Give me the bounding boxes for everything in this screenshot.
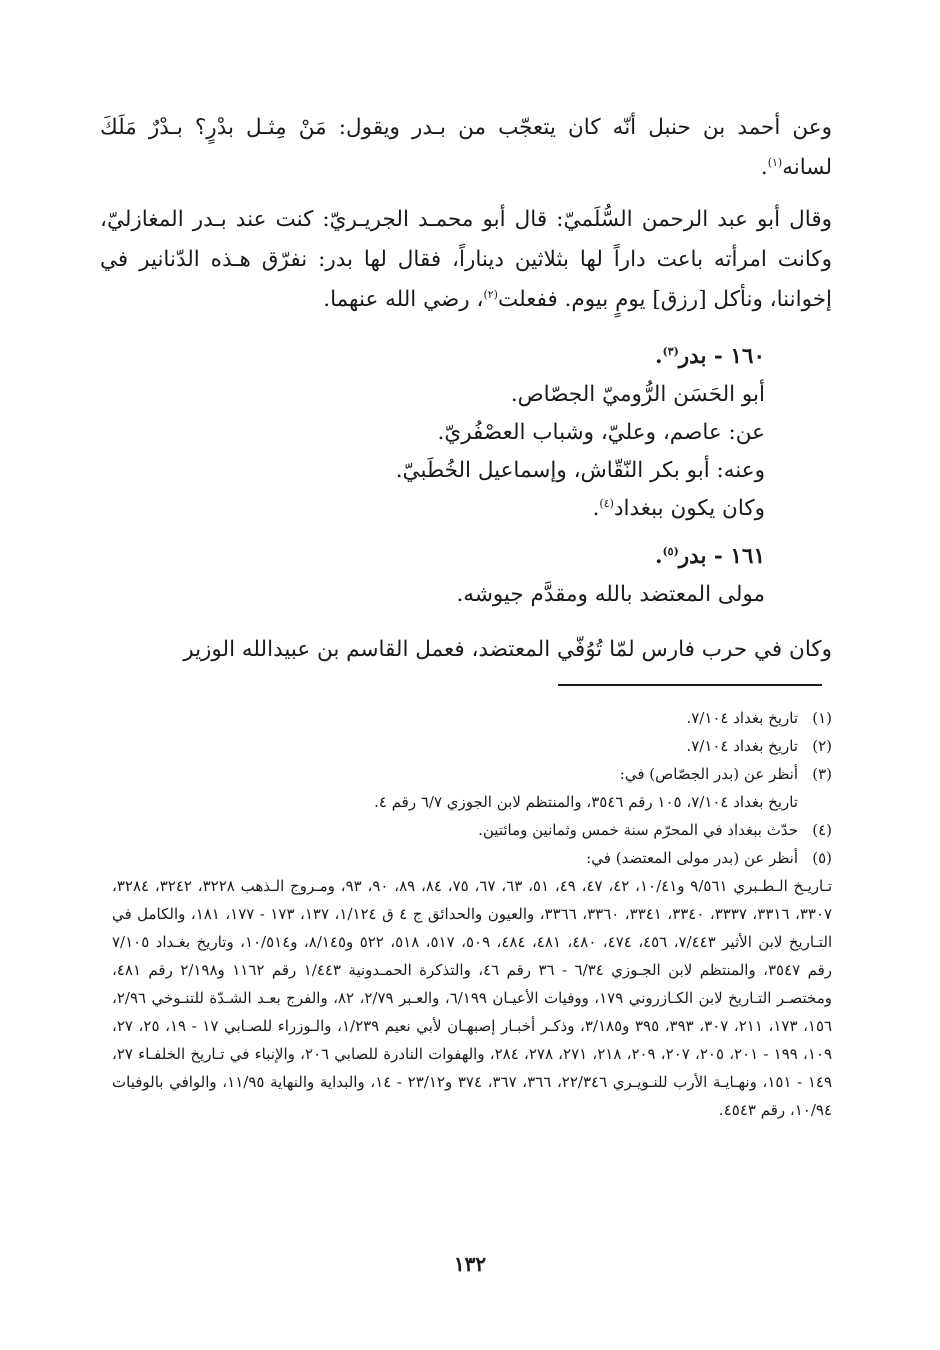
footnote-number: (٥) (812, 849, 832, 867)
page-number: ١٣٢ (453, 1252, 487, 1276)
footnote-5 (112, 844, 832, 872)
footnote-number: (٤) (812, 821, 832, 839)
footnote-number: (٣) (812, 765, 832, 783)
footnote-number: (١) (812, 709, 832, 727)
footnote-3 (112, 760, 832, 788)
entry-160 (120, 338, 765, 528)
footnote-ref-2: (٢) (483, 287, 498, 301)
paragraph-text: وعن أحمد بن حنبل أنّه كان يتعجّب من بـدر ويقول: مَنْ مِثـل بدْرٍ؟ بـدْرٌ مَلَكَ لسانه (100, 115, 832, 180)
footnote-3-continuation: تاريخ بغداد ٧/١٠٤، ١٠٥ رقم ٣٥٤٦، والمنتظم لابن الجوزي ٦/٧ رقم ٤. (374, 793, 798, 811)
footnote-ref-3: (٣) (662, 344, 679, 358)
paragraph-text: وقال أبو عبد الرحمن السُّلَميّ: قال أبو محمـد الجريـريّ: كنت عند بـدر المغازليّ، وكانت امرأته باعت داراً لها بثلاثين ديناراً، فقال لها بدر: نفرّق هـذه الدّنانير في إخواننا، ونأكل [رزق] يومٍ بيوم. ففعلت (100, 207, 832, 312)
footnote-text: أنظر عن (بدر الجصّاص) في: (619, 765, 798, 783)
entry-line: وعنه: أبو بكر النّقّاش، وإسماعيل الخُطَبيّ. (395, 458, 765, 483)
footnote-2 (112, 732, 832, 760)
footnote-1 (112, 704, 832, 732)
paragraph-abu-abd-al-rahman (100, 200, 832, 320)
footnote-number: (٢) (812, 737, 832, 755)
paragraph-continuation: وكان في حرب فارس لمّا تُوُفّي المعتضد، فعمل القاسم بن عبيدالله الوزير (183, 637, 832, 662)
entry-line: أبو الحَسَن الرُّوميّ الجصّاص. (510, 382, 765, 407)
footnotes (112, 704, 832, 1124)
footnote-text: تاريخ بغداد ٧/١٠٤. (686, 709, 798, 727)
footnote-text: أنظر عن (بدر مولى المعتضد) في: (586, 849, 798, 867)
entry-heading: ١٦١ - بدر$^{(٥)}$. (654, 544, 765, 569)
footnote-ref-1: (١) (767, 155, 783, 169)
footnote-ref-4: (٤) (599, 496, 614, 510)
footnote-5-continuation: تـاريـخ الـطـبري ٩/٥٦١ و١٠/٤١، ٤٢، ٤٧، ٤٩، ٥١، ٦٣، ٦٧، ٧٥، ٨٤، ٨٩، ٩٠، ٩٣، ومـروج الـذهب ٣٢٢٨، ٣٢٤٢، ٣٢٨٤، ٣٣٠٧، ٣٣١٦، ٣٣٣٧، ٣٣٤٠، ٣٣٤١، ٣٣٦٠، ٣٣٦٦، والعيون والحدائق ج ٤ ق ١/١٢٤، ١٣٧، ١٧٣ - ١٧٧، ١٨١، والكامل في التـاريخ لابن الأثير ٧/٤٤٣، ٤٥٦، ٤٧٤، ٤٨٠، ٤٨١، ٤٨٤، ٥٠٩، ٥١٧، ٥١٨، ٥٢٢ و٨/١٤٥، و١٠/٥١٤، وتاريخ بغـداد ٧/١٠٥ رقم ٣٥٤٧، والمنتظم لابن الجـوزي ٦/٣٤ - ٣٦ رقم ٤٦، والتذكرة الحمـدونية ١/٤٤٣ رقم ١١٦٢ و٢/١٩٨ رقم ٤٨١، ومختصـر التـاريخ لابن الكـازروني ١٧٩، ووفيات الأعيـان ٦/١٩٩، والعـبر ٢/٧٩، ٨٢، والفرج بعـد الشـدّة للتنـوخي ٢/٩٦، ١٥٦، ١٧٣، ٢١١، ٣٠٧، ٣٩٣، ٣٩٥ و٣/١٨٥، وذكـر أخبـار إصبهـان لأبي نعيم ١/٢٣٩، والـوزراء للصـابي ١٧ - ١٩، ٢٥، ٢٧، ١٠٩، ١٩٩ - ٢٠١، ٢٠٥، ٢٠٧، ٢٠٩، ٢١٨، ٢٧١، ٢٧٨، ٢٨٤، والهفوات النادرة للصابي ٢٠٦، والإنباء في تـاريخ الخلفـاء ٢٧، ١٤٩ - ١٥١، ونهـايـة الأرب للنـويـري ٢٢/٣٤٦، ٣٦٦، ٣٦٧، ٣٧٤ و٢٣/١٢ - ١٤، والبداية والنهاية ١١/٩٥، والوافي بالوفيات ١٠/٩٤، رقم ٤٥٤٣. (112, 877, 833, 1119)
footnote-4 (112, 816, 832, 844)
entry-161 (120, 538, 765, 614)
entry-heading: ١٦٠ - بدر$^{(٣)}$. (654, 344, 765, 369)
entry-line: وكان يكون ببغداد$^{(٤)}$. (592, 496, 765, 521)
entry-line: مولى المعتضد بالله ومقدَّم جيوشه. (456, 582, 765, 607)
paragraph-ahmad-ibn-hanbal (100, 108, 832, 188)
paragraph-end: . (760, 155, 768, 180)
footnote-text: تاريخ بغداد ٧/١٠٤. (686, 737, 798, 755)
footnote-text: حدّث ببغداد في المحرّم سنة خمس وثمانين ومائتين. (478, 821, 798, 839)
footnote-ref-5: (٥) (662, 544, 679, 558)
entry-line: عن: عاصم، وعليّ، وشباب العصْفُريّ. (437, 420, 765, 445)
paragraph-end: ، رضي الله عنهما. (323, 287, 484, 312)
footnote-separator (558, 684, 822, 686)
